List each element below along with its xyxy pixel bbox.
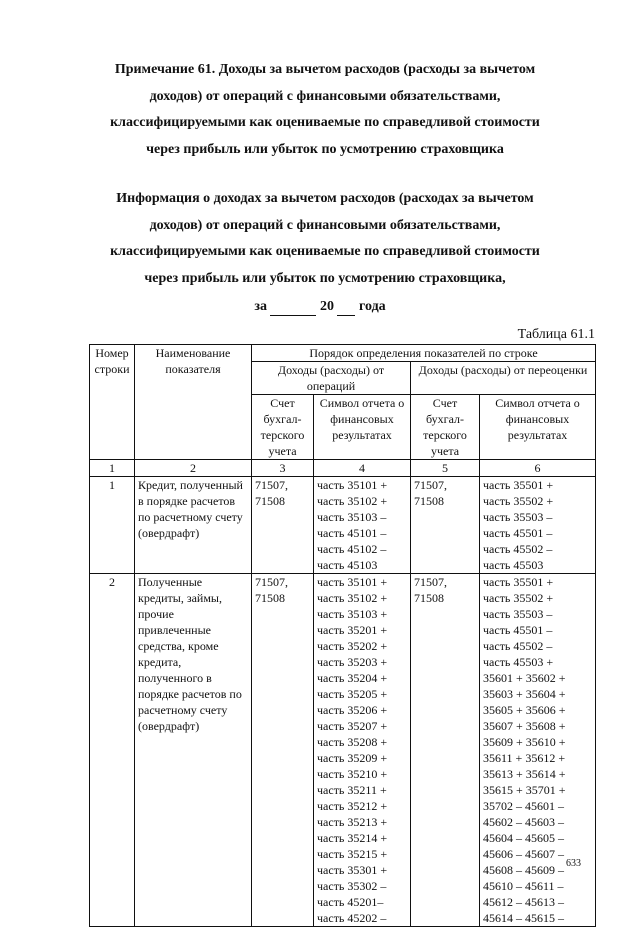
symbol-line: часть 45101 –	[317, 526, 387, 540]
symbol-line: часть 35210 +	[317, 767, 388, 781]
symbol-line: часть 35503 –	[483, 510, 553, 524]
symbol-line: часть 35203 +	[317, 655, 388, 669]
symbol-line: 35607 + 35608 +	[483, 719, 566, 733]
symbol-line: часть 35202 +	[317, 639, 388, 653]
header-row-number: Номер строки	[90, 345, 135, 460]
symbol-line: 45612 – 45613 –	[483, 895, 564, 909]
symbol-line: часть 45201–	[317, 895, 384, 909]
account-reval-cell: 71507, 71508	[411, 477, 480, 574]
column-number: 1	[90, 460, 135, 477]
table-caption: Таблица 61.1	[517, 327, 595, 342]
symbol-line: часть 35302 –	[317, 879, 387, 893]
symbol-line: часть 45501 –	[483, 623, 553, 637]
info-title-line: через прибыль или убыток по усмотрению страховщика,	[144, 270, 506, 286]
note-title	[60, 57, 590, 163]
symbol-line: часть 35102 +	[317, 591, 388, 605]
symbol-line: 35609 + 35610 +	[483, 735, 566, 749]
header-account-reval: Счет бухгал- терского учета	[411, 395, 480, 460]
symbol-line: часть 45501 –	[483, 526, 553, 540]
symbol-line: 35605 + 35606 +	[483, 703, 566, 717]
symbol-line: часть 45502 –	[483, 639, 553, 653]
symbol-line: 35613 + 35614 +	[483, 767, 566, 781]
symbol-ops-cell	[314, 477, 411, 574]
symbol-line: часть 35103 +	[317, 607, 388, 621]
header-revaluation: Доходы (расходы) от переоценки	[411, 362, 596, 395]
symbol-line: часть 35101 +	[317, 478, 388, 492]
symbol-line: 45606 – 45607 –	[483, 847, 564, 861]
symbol-line: часть 35215 +	[317, 847, 388, 861]
symbol-line: часть 35502 +	[483, 494, 554, 508]
indicator-name-cell: Кредит, полученный в порядке расчетов по расчетному счету (овердрафт)	[135, 477, 252, 574]
symbol-line: 45602 – 45603 –	[483, 815, 564, 829]
header-procedure: Порядок определения показателей по строке	[252, 345, 596, 362]
row-number-cell: 2	[90, 574, 135, 927]
account-ops-cell: 71507, 71508	[252, 477, 314, 574]
account-ops-cell: 71507, 71508	[252, 574, 314, 927]
reporting-period	[0, 299, 640, 316]
symbol-line: 35603 + 35604 +	[483, 687, 566, 701]
symbol-line: часть 35213 +	[317, 815, 388, 829]
info-title	[60, 186, 590, 292]
symbol-line: 45604 – 45605 –	[483, 831, 564, 845]
symbol-line: часть 35102 +	[317, 494, 388, 508]
symbol-line: часть 35502 +	[483, 591, 554, 605]
symbol-line: часть 35207 +	[317, 719, 388, 733]
symbol-reval-cell	[480, 477, 596, 574]
symbol-line: часть 35101 +	[317, 575, 388, 589]
header-account-ops: Счет бухгал- терского учета	[252, 395, 314, 460]
period-suffix: года	[358, 299, 386, 314]
symbol-line: часть 35201 +	[317, 623, 388, 637]
column-number: 4	[314, 460, 411, 477]
symbol-line: 35611 + 35612 +	[483, 751, 566, 765]
table-body	[90, 477, 596, 927]
symbol-line: 35601 + 35602 +	[483, 671, 566, 685]
symbol-line: часть 35205 +	[317, 687, 388, 701]
symbol-line: 35702 – 45601 –	[483, 799, 564, 813]
period-prefix: за	[254, 299, 267, 314]
symbol-line: часть 35206 +	[317, 703, 388, 717]
symbol-ops-cell	[314, 574, 411, 927]
row-number-cell: 1	[90, 477, 135, 574]
symbol-line: часть 35501 +	[483, 478, 554, 492]
symbol-line: часть 45102 –	[317, 542, 387, 556]
symbol-line: часть 35204 +	[317, 671, 388, 685]
symbol-line: часть 35212 +	[317, 799, 388, 813]
symbol-line: 45608 – 45609 –	[483, 863, 564, 877]
symbol-line: часть 45503	[483, 558, 544, 572]
column-number: 6	[480, 460, 596, 477]
symbol-line: часть 35209 +	[317, 751, 388, 765]
symbol-line: часть 35211 +	[317, 783, 387, 797]
page-number: 633	[566, 858, 581, 869]
symbol-reval-cell	[480, 574, 596, 927]
symbol-line: часть 45503 +	[483, 655, 554, 669]
symbol-line: часть 35214 +	[317, 831, 388, 845]
info-title-line: Информация о доходах за вычетом расходов (расходах за вычетом	[116, 191, 534, 206]
period-year: 20	[319, 299, 334, 314]
header-symbol-reval: Символ отчета о финансовых результатах	[480, 395, 596, 460]
symbol-line: часть 35301 +	[317, 863, 388, 877]
column-number: 3	[252, 460, 314, 477]
symbol-line: часть 35103 –	[317, 510, 387, 524]
column-number: 5	[411, 460, 480, 477]
header-indicator-name: Наименование показателя	[135, 345, 252, 460]
note-title-line: Примечание 61. Доходы за вычетом расходов (расходы за вычетом	[114, 62, 536, 77]
symbol-line: 45614 – 45615 –	[483, 911, 564, 925]
indicator-name-cell: Полученные кредиты, займы, прочие привлеченные средства, кроме кредита, полученного в порядке расчетов по расчетному счету (овердрафт)	[135, 574, 252, 927]
table-row	[90, 477, 596, 574]
symbol-line: часть 45103	[317, 558, 378, 572]
income-table	[89, 344, 596, 927]
header-symbol-ops: Символ отчета о финансовых результатах	[314, 395, 411, 460]
column-number: 2	[135, 460, 252, 477]
header-operations: Доходы (расходы) от операций	[252, 362, 411, 395]
symbol-line: часть 35208 +	[317, 735, 388, 749]
period-year-blank	[337, 299, 355, 316]
note-title-line: классифицируемыми как оцениваемые по справедливой стоимости	[110, 115, 540, 130]
symbol-line: 45610 – 45611 –	[483, 879, 564, 893]
symbol-line: часть 45202 –	[317, 911, 387, 925]
symbol-line: часть 35503 –	[483, 607, 553, 621]
symbol-line: часть 45502 –	[483, 542, 553, 556]
info-title-line: доходов) от операций с финансовыми обязательствами,	[149, 217, 501, 233]
note-title-line: через прибыль или убыток по усмотрению страховщика	[146, 141, 504, 157]
account-reval-cell: 71507, 71508	[411, 574, 480, 927]
table-row	[90, 574, 596, 927]
note-title-line: доходов) от операций с финансовыми обязательствами,	[149, 88, 501, 104]
symbol-line: 35615 + 35701 +	[483, 783, 566, 797]
period-blank	[270, 299, 316, 316]
symbol-line: часть 35501 +	[483, 575, 554, 589]
info-title-line: классифицируемыми как оцениваемые по справедливой стоимости	[110, 244, 540, 259]
